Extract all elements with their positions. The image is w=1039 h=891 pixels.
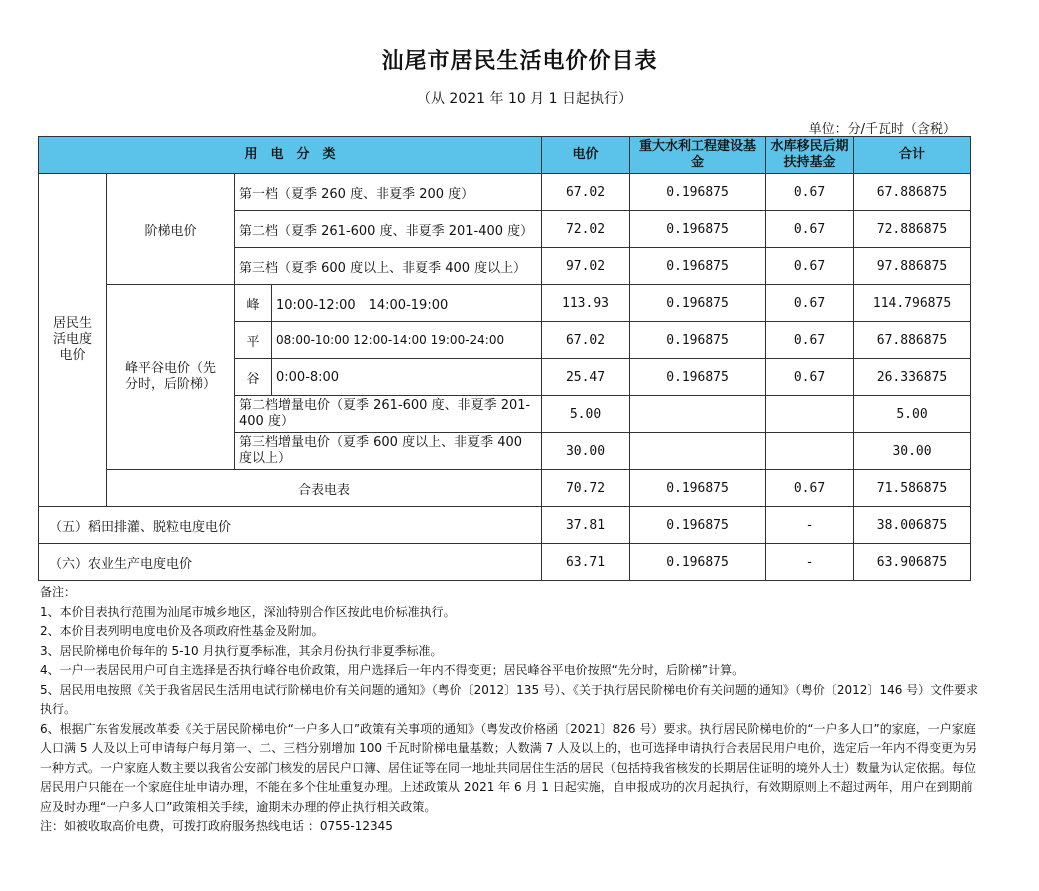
total-cell: 71.586875 — [854, 470, 971, 507]
total-cell: 67.886875 — [854, 174, 971, 211]
note-item: 5、居民用电按照《关于我省居民生活用电试行阶梯电价有关问题的通知》（粤价〔2012〕135 号）、《关于执行居民阶梯电价有关问题的通知》（粤价〔2012〕146 号）文件要求执行。 — [40, 682, 979, 716]
total-cell: 5.00 — [854, 396, 971, 433]
row-label: 合表电表 — [107, 470, 542, 507]
period-flat: 平 — [235, 322, 272, 359]
fund1-cell: 0.196875 — [630, 544, 766, 581]
fund2-cell: - — [766, 544, 854, 581]
price-cell: 63.71 — [542, 544, 630, 581]
page-subtitle: （从 2021 年 10 月 1 日起执行） — [416, 91, 633, 107]
row-label: 第三档增量电价（夏季 600 度以上、非夏季 400 度以上） — [235, 433, 542, 470]
price-cell: 25.47 — [542, 359, 630, 396]
hotline-note: 注：如被收取高价电费，可拨打政府服务热线电话 ：0755-12345 — [40, 819, 393, 833]
fund2-cell — [766, 433, 854, 470]
total-cell: 30.00 — [854, 433, 971, 470]
total-cell: 63.906875 — [854, 544, 971, 581]
header-category: 用 电 分 类 — [39, 137, 542, 174]
row-label: （六）农业生产电度电价 — [39, 544, 542, 581]
note-item: 4、一户一表居民用户可自主选择是否执行峰谷电价政策，用户选择后一年内不得变更；居民峰谷平电价按照“先分时，后阶梯”计算。 — [40, 663, 745, 677]
table-row — [39, 544, 971, 581]
fund1-cell: 0.196875 — [630, 507, 766, 544]
price-cell: 37.81 — [542, 507, 630, 544]
fund2-cell: 0.67 — [766, 322, 854, 359]
fund1-cell: 0.196875 — [630, 211, 766, 248]
header-total: 合计 — [854, 137, 971, 174]
fund2-cell: 0.67 — [766, 470, 854, 507]
row-label: （五）稻田排灌、脱粒电度电价 — [39, 507, 542, 544]
fund1-cell — [630, 396, 766, 433]
table-header-row — [39, 137, 971, 174]
row-label: 第二档增量电价（夏季 261-600 度、非夏季 201-400 度） — [235, 396, 542, 433]
group-tiered: 阶梯电价 — [107, 174, 235, 285]
time-range: 0:00-8:00 — [272, 359, 542, 396]
row-label: 第三档（夏季 600 度以上、非夏季 400 度以上） — [235, 248, 542, 285]
table-row — [39, 470, 971, 507]
price-cell: 70.72 — [542, 470, 630, 507]
note-item: 6、根据广东省发展改革委《关于居民阶梯电价“一户多人口”政策有关事项的通知》（粤发改价格函〔2021〕826 号）要求。执行居民阶梯电价的“一户多人口”的家庭，一户家庭人口满 5 人及以上可申请每户每月第一、二、三档分别增加 100 千瓦时阶梯电量基数；人数满 7 人及以上的，也可选择申请执行合表居民用户电价，选定后一年内不得变更为另一种方式。一户家庭人数主要以我省公安部门核发的居民户口簿、居住证等在同一地址共同居住生活的居民（包括持我省核发的长期居住证明的境外人士）数量为认定依据。每位居民用户只能在一个家庭住址申请办理，不能在多个住址重复办理。上述政策从 2021 年 6 月 1 日起实施，自申报成功的次月起执行，有效期原则上不超过两年，用户在到期前应及时办理“一户多人口”政策相关手续，逾期未办理的停止执行相关政策。 — [40, 721, 978, 814]
fund1-cell — [630, 433, 766, 470]
fund2-cell: 0.67 — [766, 211, 854, 248]
price-cell: 72.02 — [542, 211, 630, 248]
notes-heading: 备注： — [40, 585, 77, 599]
price-cell: 67.02 — [542, 322, 630, 359]
total-cell: 72.886875 — [854, 211, 971, 248]
total-cell: 114.796875 — [854, 285, 971, 322]
note-item: 2、本价目表列明电度电价及各项政府性基金及附加。 — [40, 624, 324, 638]
group-residential: 居民生活电度电价 — [39, 174, 107, 507]
price-cell: 67.02 — [542, 174, 630, 211]
fund2-cell: 0.67 — [766, 248, 854, 285]
fund1-cell: 0.196875 — [630, 285, 766, 322]
price-table — [38, 136, 971, 581]
header-fund2: 水库移民后期扶持基金 — [766, 137, 854, 174]
price-cell: 113.93 — [542, 285, 630, 322]
fund2-cell: 0.67 — [766, 359, 854, 396]
note-item: 3、居民阶梯电价每年的 5-10 月执行夏季标准，其余月份执行非夏季标准。 — [40, 643, 443, 658]
period-valley: 谷 — [235, 359, 272, 396]
total-cell: 67.886875 — [854, 322, 971, 359]
header-fund1: 重大水利工程建设基金 — [630, 137, 766, 174]
table-row — [39, 507, 971, 544]
fund1-cell: 0.196875 — [630, 174, 766, 211]
price-cell: 5.00 — [542, 396, 630, 433]
page-title: 汕尾市居民生活电价价目表 — [381, 49, 658, 74]
fund2-cell: - — [766, 507, 854, 544]
period-peak: 峰 — [235, 285, 272, 322]
price-cell: 30.00 — [542, 433, 630, 470]
table-row — [39, 174, 971, 211]
row-label: 第二档（夏季 261-600 度、非夏季 201-400 度） — [235, 211, 542, 248]
header-price: 电价 — [542, 137, 630, 174]
unit-label: 单位：分/千瓦时（含税） — [808, 122, 956, 137]
total-cell: 97.886875 — [854, 248, 971, 285]
fund2-cell — [766, 396, 854, 433]
fund2-cell: 0.67 — [766, 285, 854, 322]
total-cell: 26.336875 — [854, 359, 971, 396]
table-row — [39, 285, 971, 322]
fund1-cell: 0.196875 — [630, 322, 766, 359]
total-cell: 38.006875 — [854, 507, 971, 544]
time-range: 10:00-12:00 14:00-19:00 — [272, 285, 542, 322]
note-item: 1、本价目表执行范围为汕尾市城乡地区，深汕特别合作区按此电价标准执行。 — [40, 604, 456, 619]
notes-section — [40, 583, 980, 837]
time-range: 08:00-10:00 12:00-14:00 19:00-24:00 — [272, 322, 542, 359]
price-cell: 97.02 — [542, 248, 630, 285]
fund1-cell: 0.196875 — [630, 470, 766, 507]
fund1-cell: 0.196875 — [630, 248, 766, 285]
row-label: 第一档（夏季 260 度、非夏季 200 度） — [235, 174, 542, 211]
fund1-cell: 0.196875 — [630, 359, 766, 396]
group-tou: 峰平谷电价（先分时，后阶梯） — [107, 285, 235, 470]
fund2-cell: 0.67 — [766, 174, 854, 211]
